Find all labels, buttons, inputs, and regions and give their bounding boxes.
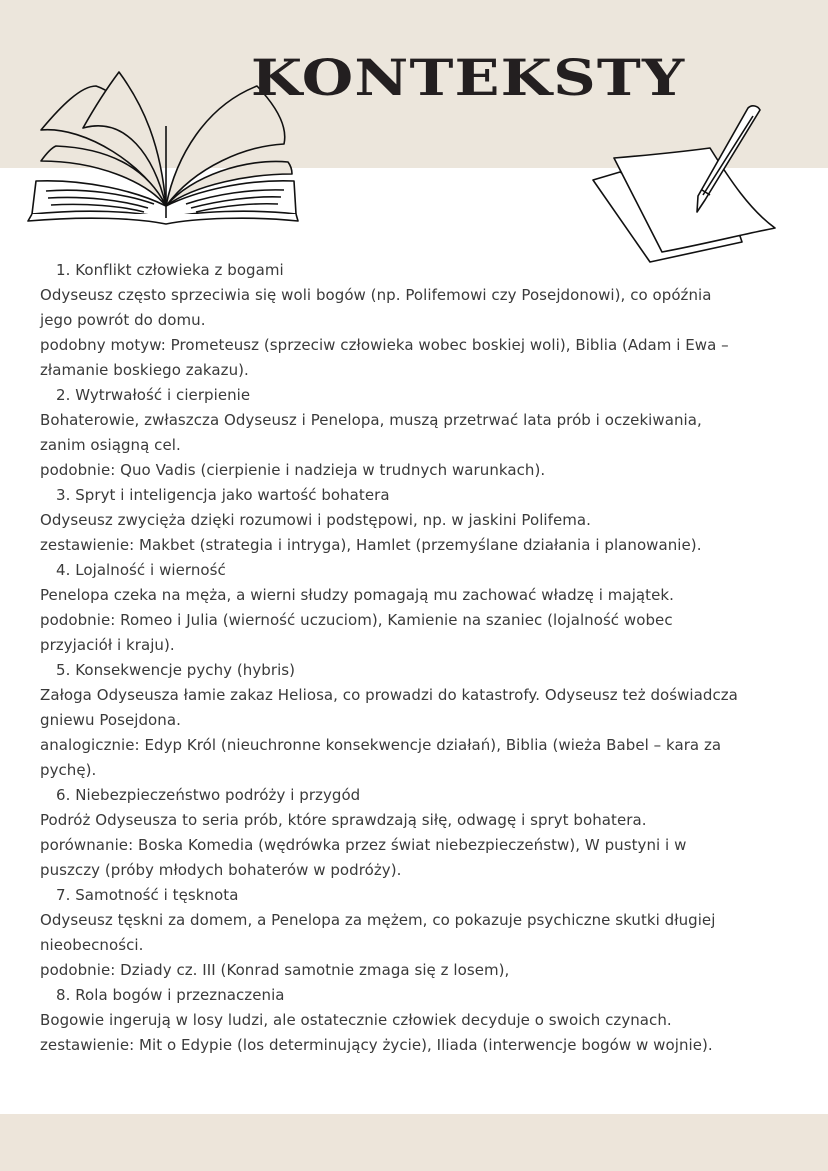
text-line: złamanie boskiego zakazu). [40,361,249,379]
paper-and-pencil-icon [590,100,780,265]
section-heading: 4. Lojalność i wierność [56,561,226,579]
text-line: porównanie: Boska Komedia (wędrówka przez świat niebezpieczeństw), W pustyni i w [40,836,687,854]
text-line: zanim osiągną cel. [40,436,181,454]
section-heading: 3. Spryt i inteligencja jako wartość bohatera [56,486,390,504]
text-line: Odyseusz tęskni za domem, a Penelopa za mężem, co pokazuje psychiczne skutki długiej [40,911,716,929]
footer-band [0,1114,828,1171]
text-line: przyjaciół i kraju). [40,636,175,654]
text-line: Podróż Odyseusza to seria prób, które sprawdzają siłę, odwagę i spryt bohatera. [40,811,647,829]
text-line: jego powrót do domu. [40,311,206,329]
page-title: KONTEKSTY [250,48,686,107]
text-line: gniewu Posejdona. [40,711,181,729]
text-line: podobny motyw: Prometeusz (sprzeciw człowieka wobec boskiej woli), Biblia (Adam i Ewa – [40,336,729,354]
text-line: nieobecności. [40,936,144,954]
text-line: podobnie: Dziady cz. III (Konrad samotnie zmaga się z losem), [40,961,510,979]
document-body [40,258,810,1058]
text-line: Odyseusz zwycięża dzięki rozumowi i podstępowi, np. w jaskini Polifema. [40,511,591,529]
section-heading: 5. Konsekwencje pychy (hybris) [56,661,296,679]
text-line: zestawienie: Makbet (strategia i intryga), Hamlet (przemyślane działania i planowanie). [40,536,702,554]
text-line: zestawienie: Mit o Edypie (los determinujący życie), Iliada (interwencje bogów w wojnie). [40,1036,713,1054]
section-4 [40,558,810,658]
section-6 [40,783,810,883]
text-line: analogicznie: Edyp Król (nieuchronne konsekwencje działań), Biblia (wieża Babel – kara za [40,736,722,754]
section-8 [40,983,810,1058]
text-line: podobnie: Quo Vadis (cierpienie i nadzieja w trudnych warunkach). [40,461,546,479]
section-heading: 1. Konflikt człowieka z bogami [56,261,284,279]
section-3 [40,483,810,558]
text-line: Bohaterowie, zwłaszcza Odyseusz i Penelopa, muszą przetrwać lata prób i oczekiwania, [40,411,702,429]
section-heading: 6. Niebezpieczeństwo podróży i przygód [56,786,361,804]
text-line: Penelopa czeka na męża, a wierni słudzy pomagają mu zachować władzę i majątek. [40,586,674,604]
text-line: Załoga Odyseusza łamie zakaz Heliosa, co prowadzi do katastrofy. Odyseusz też doświadcza [40,686,738,704]
section-1 [40,258,810,383]
text-line: pychę). [40,761,97,779]
section-heading: 2. Wytrwałość i cierpienie [56,386,251,404]
text-line: Odyseusz często sprzeciwia się woli bogów (np. Polifemowi czy Posejdonowi), co opóźnia [40,286,712,304]
section-7 [40,883,810,983]
section-heading: 7. Samotność i tęsknota [56,886,239,904]
section-5 [40,658,810,783]
section-heading: 8. Rola bogów i przeznaczenia [56,986,285,1004]
text-line: Bogowie ingerują w losy ludzi, ale ostatecznie człowiek decyduje o swoich czynach. [40,1011,672,1029]
text-line: podobnie: Romeo i Julia (wierność uczuciom), Kamienie na szaniec (lojalność wobec [40,611,673,629]
section-2 [40,383,810,483]
text-line: puszczy (próby młodych bohaterów w podróży). [40,861,402,879]
